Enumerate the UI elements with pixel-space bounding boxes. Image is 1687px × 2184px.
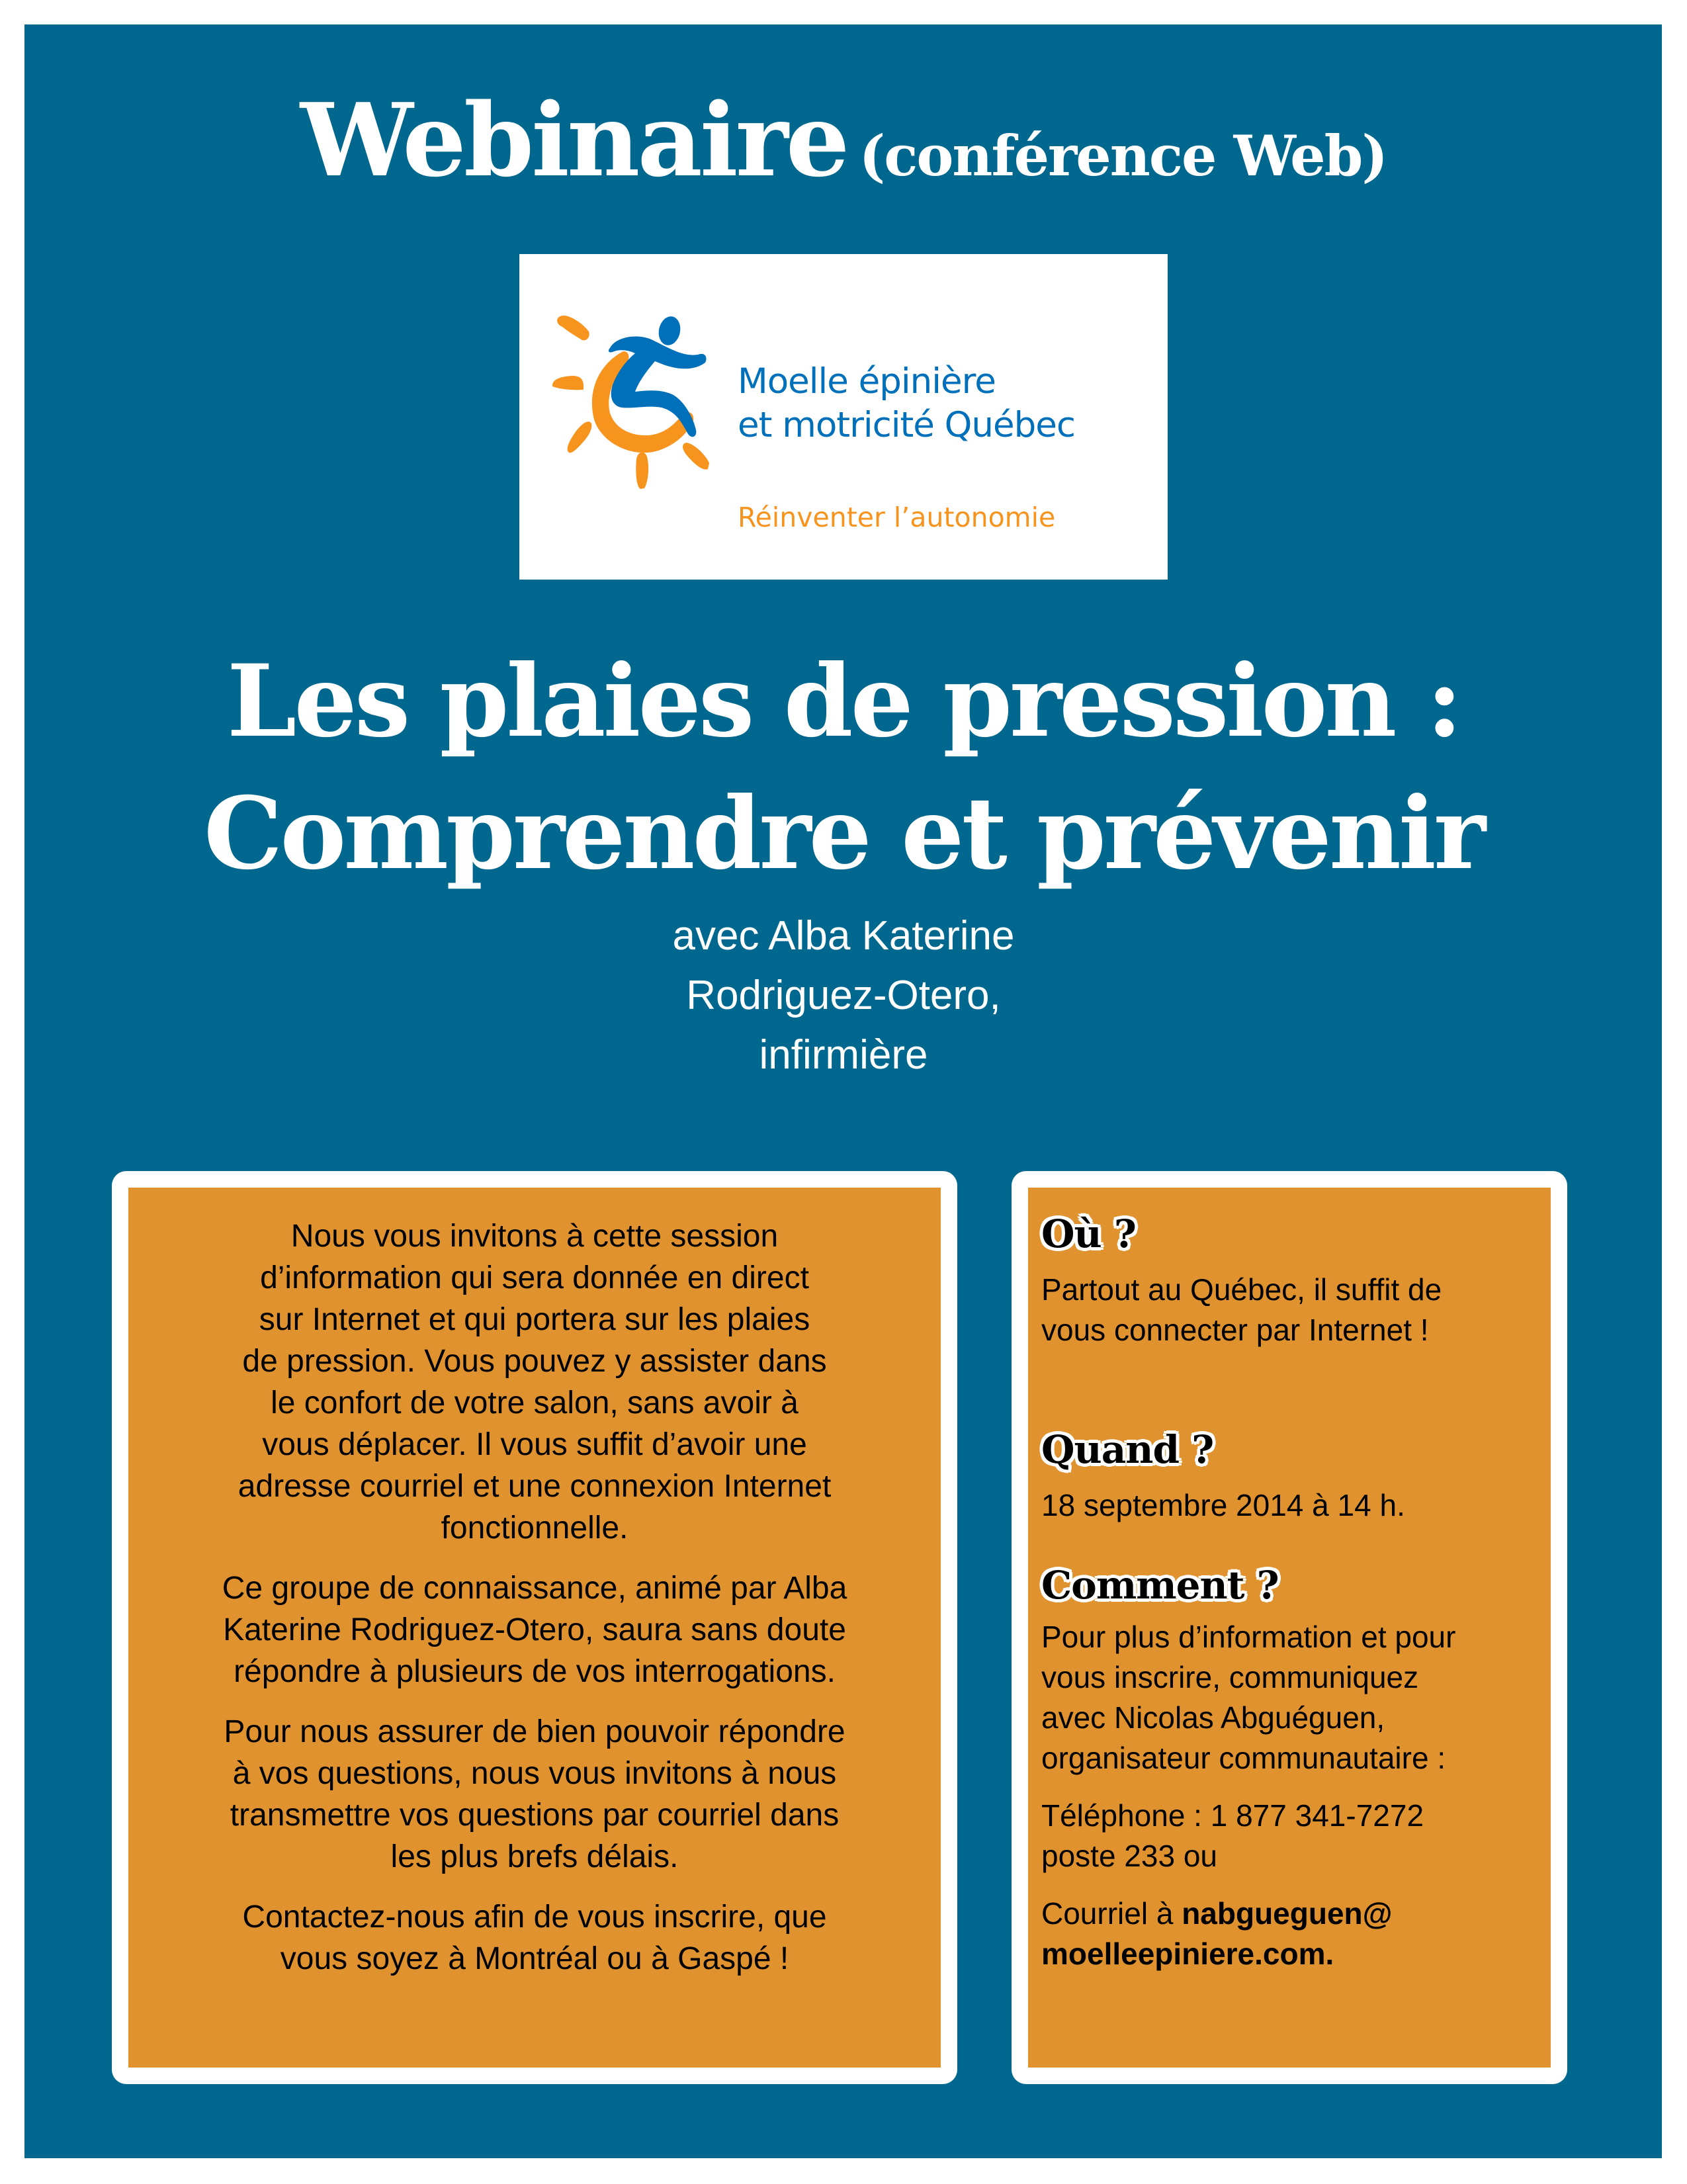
- text-line: vous connecter par Internet !: [1041, 1313, 1429, 1347]
- logo-name-line2: et motricité Québec: [738, 405, 1075, 445]
- when-heading: Quand ?: [1041, 1427, 1214, 1472]
- description-paragraph: [128, 1896, 941, 1980]
- text-line: vous inscrire, communiquez: [1041, 1660, 1419, 1694]
- description-text: [128, 1215, 941, 1998]
- wheelchair-sun-logo-icon: [549, 294, 728, 492]
- presenter-info: [0, 906, 1687, 1085]
- sun-ray-icon: [568, 421, 592, 453]
- text-line: d’information qui sera donnée en direct: [260, 1260, 809, 1295]
- organization-logo: [519, 254, 1168, 580]
- where-text: [1041, 1270, 1544, 1350]
- presenter-line3: infirmière: [759, 1032, 928, 1078]
- text-line: fonctionnelle.: [441, 1510, 628, 1546]
- presenter-line1: avec Alba Katerine: [672, 913, 1015, 959]
- event-details-card: [1012, 1171, 1567, 2084]
- text-line: les plus brefs délais.: [390, 1839, 679, 1874]
- text-line: organisateur communautaire :: [1041, 1741, 1446, 1775]
- presenter-line2: Rodriguez-Otero,: [686, 973, 1001, 1018]
- when-text: [1041, 1485, 1544, 1526]
- text-line: Nous vous invitons à cette session: [290, 1219, 779, 1254]
- how-text: [1041, 1617, 1544, 1778]
- person-body-icon: [609, 336, 707, 437]
- email-link-part2[interactable]: moelleepiniere.com.: [1041, 1937, 1334, 1971]
- sun-ray-icon: [636, 453, 648, 489]
- text-line: Pour plus d’information et pour: [1041, 1620, 1456, 1654]
- phone-number: Téléphone : 1 877 341-7272: [1041, 1798, 1424, 1833]
- email-contact: [1041, 1894, 1544, 1974]
- event-date: 18 septembre 2014 à 14 h.: [1041, 1488, 1405, 1522]
- email-prefix: Courriel à: [1041, 1896, 1182, 1931]
- title-suffix: (conférence Web): [859, 123, 1387, 189]
- text-line: Contactez-nous afin de vous inscrire, que: [242, 1900, 827, 1935]
- description-paragraph: [128, 1711, 941, 1878]
- description-card: [112, 1171, 957, 2084]
- how-heading: Comment ?: [1041, 1563, 1279, 1608]
- logo-tagline: Réinventer l’autonomie: [738, 502, 1056, 533]
- logo-organization-name: [738, 360, 1161, 447]
- text-line: à vos questions, nous vous invitons à nous: [232, 1756, 837, 1791]
- text-line: Ce groupe de connaissance, animé par Alba: [222, 1571, 847, 1606]
- phone-extension: poste 233 ou: [1041, 1839, 1218, 1873]
- email-line1: [1041, 1894, 1544, 1934]
- where-heading: Où ?: [1041, 1211, 1136, 1256]
- sun-ray-icon: [683, 443, 709, 470]
- email-link-part1[interactable]: nabgueguen@: [1182, 1896, 1393, 1931]
- headline-line2: Comprendre et prévenir: [203, 775, 1484, 892]
- description-paragraph: [128, 1567, 941, 1692]
- sun-ray-icon: [557, 316, 589, 340]
- title-main: Webinaire: [300, 81, 847, 199]
- event-headline: [0, 635, 1687, 900]
- text-line: vous soyez à Montréal ou à Gaspé !: [280, 1941, 789, 1976]
- logo-name-line1: Moelle épinière: [738, 361, 996, 402]
- event-details: [1041, 1207, 1544, 1974]
- text-line: répondre à plusieurs de vos interrogations.: [234, 1654, 836, 1689]
- text-line: transmettre vos questions par courriel dans: [230, 1798, 840, 1833]
- text-line: avec Nicolas Abguéguen,: [1041, 1700, 1385, 1735]
- text-line: sur Internet et qui portera sur les plaies: [259, 1302, 810, 1337]
- text-line: adresse courriel et une connexion Internet: [238, 1469, 832, 1504]
- description-paragraph: [128, 1215, 941, 1549]
- text-line: vous déplacer. Il vous suffit d’avoir une: [262, 1427, 807, 1462]
- text-line: le confort de votre salon, sans avoir à: [271, 1385, 799, 1420]
- text-line: Katerine Rodriguez-Otero, saura sans doute: [223, 1612, 846, 1647]
- description-card-body: [128, 1188, 941, 2068]
- sun-ray-icon: [552, 376, 584, 390]
- text-line: de pression. Vous pouvez y assister dans: [242, 1344, 827, 1379]
- text-line: Pour nous assurer de bien pouvoir répondre: [224, 1714, 845, 1749]
- event-details-card-body: [1028, 1188, 1551, 2068]
- phone-contact: [1041, 1796, 1544, 1876]
- poster-title: [0, 74, 1687, 206]
- person-head-icon: [656, 314, 683, 347]
- headline-line1: Les plaies de pression :: [226, 643, 1461, 760]
- text-line: Partout au Québec, il suffit de: [1041, 1272, 1442, 1307]
